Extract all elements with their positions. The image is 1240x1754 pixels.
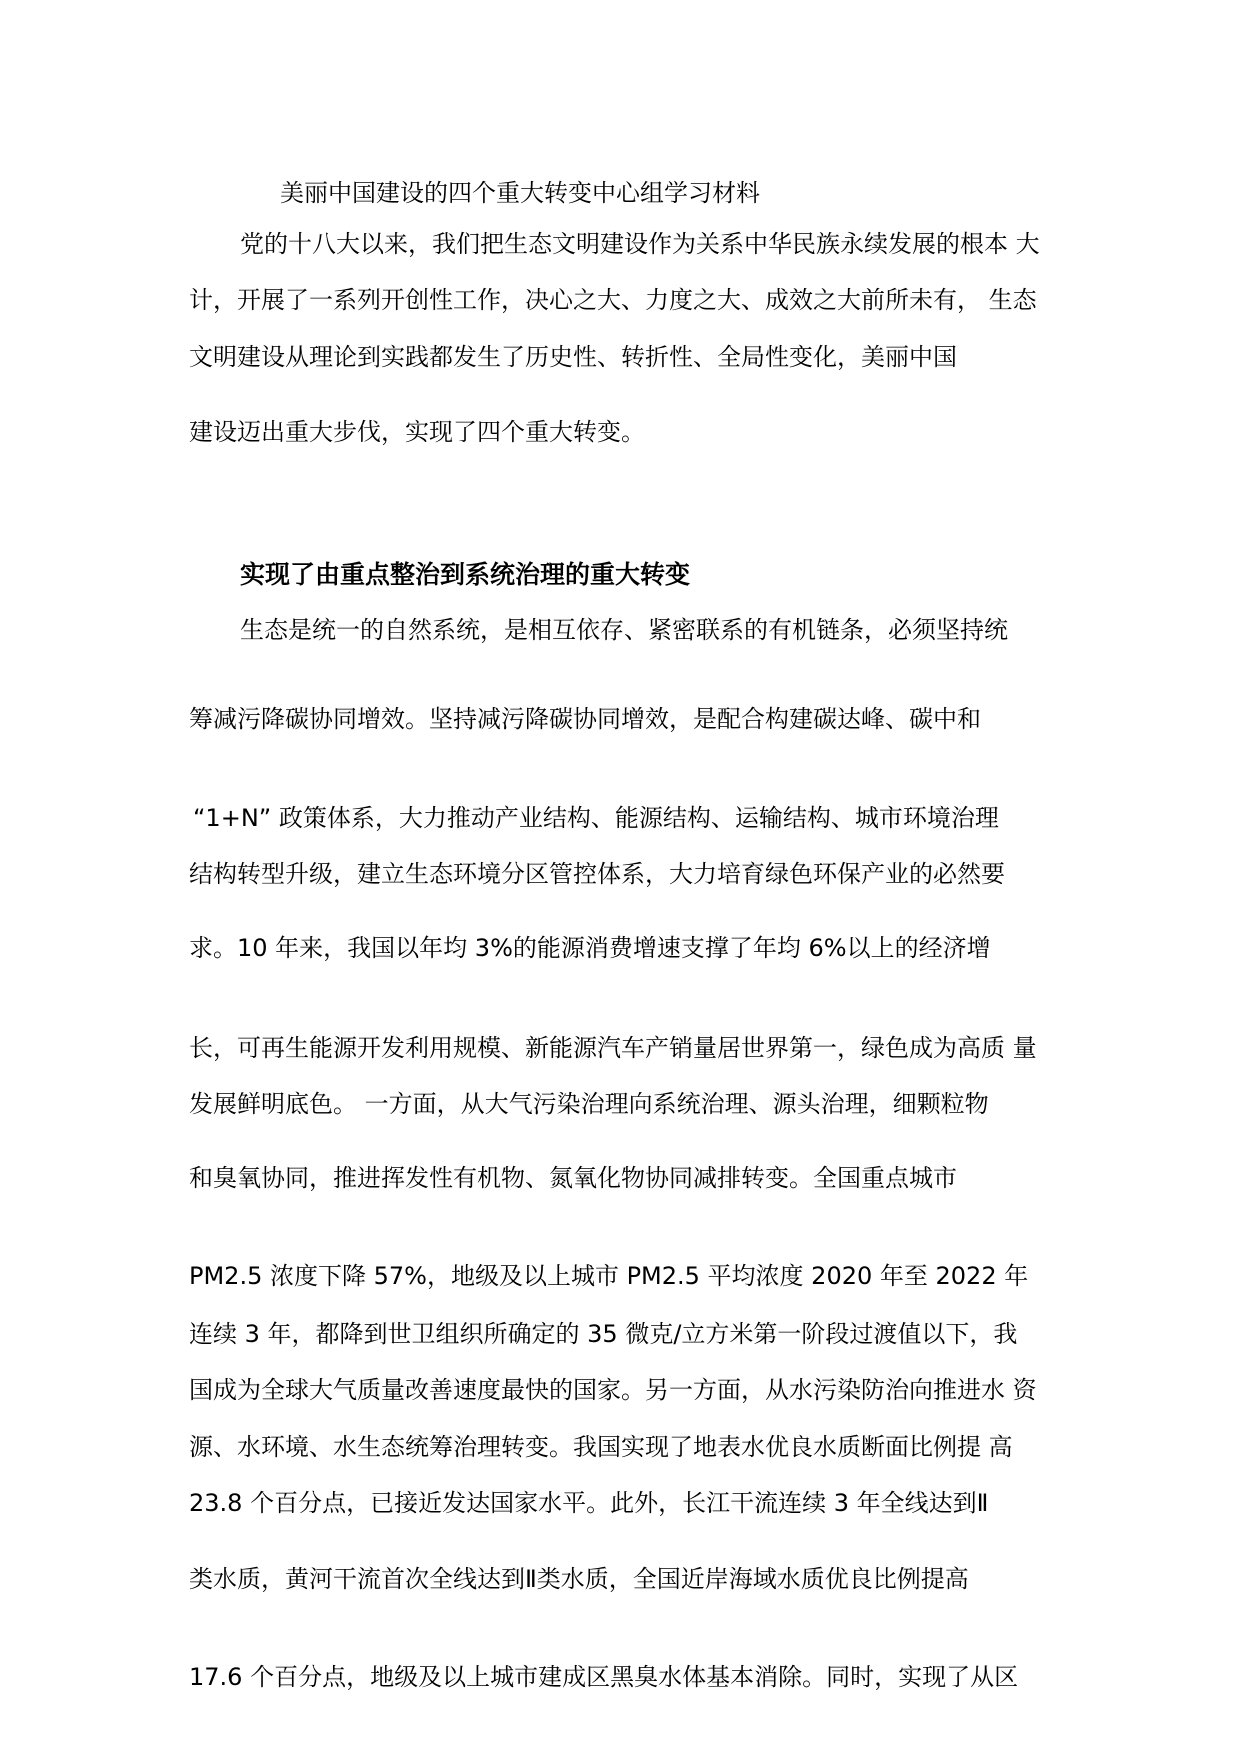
body-line: 17.6 个百分点，地级及以上城市建成区黑臭水体基本消除。同时，实现了从区 <box>189 1663 1019 1691</box>
document-title: 美丽中国建设的四个重大转变中心组学习材料 <box>280 179 760 207</box>
body-line: “1+N” 政策体系，大力推动产业结构、能源结构、运输结构、城市环境治理 <box>193 804 999 832</box>
section-heading: 实现了由重点整治到系统治理的重大转变 <box>240 560 691 589</box>
intro-line: 建设迈出重大步伐，实现了四个重大转变。 <box>189 418 645 446</box>
body-line: 和臭氧协同，推进挥发性有机物、氮氧化物协同减排转变。全国重点城市 <box>189 1164 957 1192</box>
body-line: 类水质，黄河干流首次全线达到Ⅱ类水质，全国近岸海域水质优良比例提高 <box>189 1565 969 1593</box>
body-line: 长，可再生能源开发利用规模、新能源汽车产销量居世界第一，绿色成为高质 量 <box>189 1034 1037 1062</box>
intro-line: 党的十八大以来，我们把生态文明建设作为关系中华民族永续发展的根本 大 <box>240 230 1040 258</box>
body-line: 结构转型升级，建立生态环境分区管控体系，大力培育绿色环保产业的必然要 <box>189 860 1005 888</box>
body-line: 发展鲜明底色。 一方面，从大气污染治理向系统治理、源头治理，细颗粒物 <box>189 1090 989 1118</box>
body-line: PM2.5 浓度下降 57%，地级及以上城市 PM2.5 平均浓度 2020 年至 2022 年 <box>189 1262 1029 1290</box>
body-line: 23.8 个百分点，已接近发达国家水平。此外，长江干流连续 3 年全线达到Ⅱ <box>189 1489 989 1517</box>
body-line: 连续 3 年，都降到世卫组织所确定的 35 微克/立方米第一阶段过渡值以下，我 <box>189 1320 1018 1348</box>
intro-line: 计，开展了一系列开创性工作，决心之大、力度之大、成效之大前所未有， 生态 <box>189 286 1037 314</box>
body-line: 求。10 年来，我国以年均 3%的能源消费增速支撑了年均 6%以上的经济增 <box>189 934 991 962</box>
body-line: 生态是统一的自然系统，是相互依存、紧密联系的有机链条，必须坚持统 <box>240 616 1008 644</box>
intro-line: 文明建设从理论到实践都发生了历史性、转折性、全局性变化，美丽中国 <box>189 343 957 371</box>
body-line: 源、水环境、水生态统筹治理转变。我国实现了地表水优良水质断面比例提 高 <box>189 1433 1013 1461</box>
body-line: 筹减污降碳协同增效。坚持减污降碳协同增效，是配合构建碳达峰、碳中和 <box>189 705 981 733</box>
body-line: 国成为全球大气质量改善速度最快的国家。另一方面，从水污染防治向推进水 资 <box>189 1376 1037 1404</box>
